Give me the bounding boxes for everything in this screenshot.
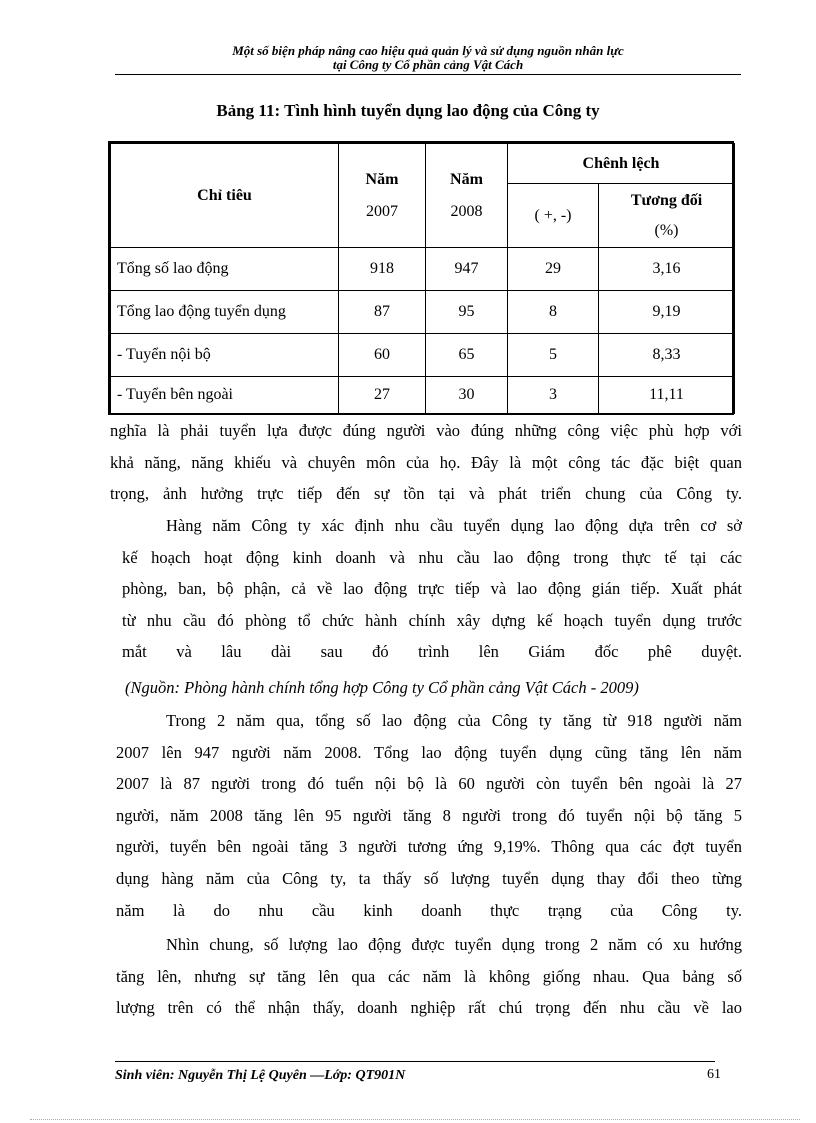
header-divider: [115, 74, 741, 75]
paragraph-3: [116, 705, 742, 926]
row-absolute: 8: [508, 291, 599, 334]
table-title: Bảng 11: Tình hình tuyển dụng lao động của Công ty: [216, 101, 600, 120]
text-line: lượng trên có thể nhận thấy, doanh nghiệp rất chú trọng đến nhu cầu về lao: [116, 998, 742, 1018]
text-line: trọng, ảnh hưởng trực tiếp đến sự tồn tại và phát triển chung của Công ty.: [110, 484, 742, 504]
paragraph-1: [110, 415, 742, 510]
row-2008: 65: [426, 334, 508, 377]
row-relative: 11,11: [599, 377, 735, 414]
text-line: dụng hàng năm của Công ty, ta thấy số lượng tuyển dụng thay đổi theo từng: [116, 868, 742, 888]
text-line: kế hoạch hoạt động kinh doanh và nhu cầu lao động trong thực tế tại các: [122, 547, 742, 567]
source-note: (Nguồn: Phòng hành chính tổng hợp Công ty Cổ phần cảng Vật Cách - 2009): [125, 678, 639, 697]
row-relative: 3,16: [599, 248, 735, 291]
header-year-2007-label: Năm: [365, 170, 399, 188]
text-line: khả năng, năng khiếu và chuyên môn của họ. Đây là một công tác đặc biệt quan: [110, 452, 742, 472]
row-2007: 60: [339, 334, 426, 377]
page-bottom-edge: [30, 1119, 800, 1120]
header-indicator: Chỉ tiêu: [111, 144, 339, 248]
header-relative-unit: (%): [654, 221, 679, 239]
text-line: Nhìn chung, số lượng lao động được tuyển dụng trong 2 năm có xu hướng: [166, 935, 742, 954]
row-absolute: 5: [508, 334, 599, 377]
row-label: Tổng lao động tuyển dụng: [111, 291, 339, 334]
header-absolute: ( +, -): [508, 184, 599, 248]
row-2007: 918: [339, 248, 426, 291]
running-header: [115, 44, 741, 72]
page-number: 61: [707, 1067, 721, 1082]
table-row: [111, 377, 735, 414]
table-row: [111, 334, 735, 377]
text-line: nghĩa là phải tuyển lựa được đúng người vào đúng những công việc phù hợp với: [110, 421, 742, 440]
header-year-2007-value: 2007: [366, 202, 398, 220]
row-2007: 27: [339, 377, 426, 414]
row-2008: 95: [426, 291, 508, 334]
text-line: mắt và lâu dài sau đó trình lên Giám đốc phê duyệt.: [122, 642, 742, 662]
text-line: người, tuyển bên ngoài tăng 3 người tương ứng 9,19%. Thông qua các đợt tuyển: [116, 837, 742, 857]
row-label: - Tuyển nội bộ: [111, 334, 339, 377]
text-line: năm là do nhu cầu kinh doanh thực trạng của Công ty.: [116, 900, 742, 920]
recruitment-table: [110, 143, 735, 414]
text-line: Hàng năm Công ty xác định nhu cầu tuyển dụng lao động dựa trên cơ sở: [166, 516, 742, 535]
header-line-2: tại Công ty Cổ phần cảng Vật Cách: [332, 57, 524, 72]
header-year-2007: [339, 144, 426, 248]
row-label: - Tuyển bên ngoài: [111, 377, 339, 414]
text-line: 2007 lên 947 người năm 2008. Tổng lao động tuyển dụng cũng tăng lên năm: [116, 742, 742, 762]
header-relative-label: Tương đối: [630, 191, 703, 209]
text-line: phòng, ban, bộ phận, cả về lao động trực tiếp và lao động gián tiếp. Xuất phát: [122, 579, 742, 599]
row-2007: 87: [339, 291, 426, 334]
text-line: Trong 2 năm qua, tổng số lao động của Công ty tăng từ 918 người năm: [166, 711, 742, 730]
text-line: người, năm 2008 tăng lên 95 người tăng 8 người trong đó tuyển nội bộ tăng 5: [116, 805, 742, 825]
text-line: 2007 là 87 người trong đó tuển nội bộ là 60 người còn tuyển bên ngoài là 27: [116, 774, 742, 794]
row-relative: 8,33: [599, 334, 735, 377]
footer-divider: [115, 1061, 715, 1062]
header-year-2008: [426, 144, 508, 248]
header-difference: Chênh lệch: [508, 144, 735, 184]
paragraph-2: [122, 510, 742, 668]
row-2008: 947: [426, 248, 508, 291]
row-absolute: 3: [508, 377, 599, 414]
header-year-2008-label: Năm: [450, 170, 483, 188]
row-2008: 30: [426, 377, 508, 414]
paragraph-4: [116, 929, 742, 1024]
table-row: [111, 248, 735, 291]
header-year-2008-value: 2008: [450, 202, 483, 220]
table-row: [111, 291, 735, 334]
header-line-1: Một số biện pháp nâng cao hiệu quả quản lý và sử dụng nguồn nhân lực: [232, 43, 624, 58]
header-relative: [599, 184, 735, 248]
row-relative: 9,19: [599, 291, 735, 334]
row-absolute: 29: [508, 248, 599, 291]
text-line: tăng lên, nhưng sự tăng lên qua các năm là không giống nhau. Qua bảng số: [116, 966, 742, 986]
row-label: Tổng số lao động: [111, 248, 339, 291]
footer-author: Sinh viên: Nguyễn Thị Lệ Quyên —Lớp: QT901N: [115, 1068, 406, 1083]
text-line: từ nhu cầu đó phòng tổ chức hành chính xây dựng kế hoạch tuyển dụng trước: [122, 610, 742, 630]
